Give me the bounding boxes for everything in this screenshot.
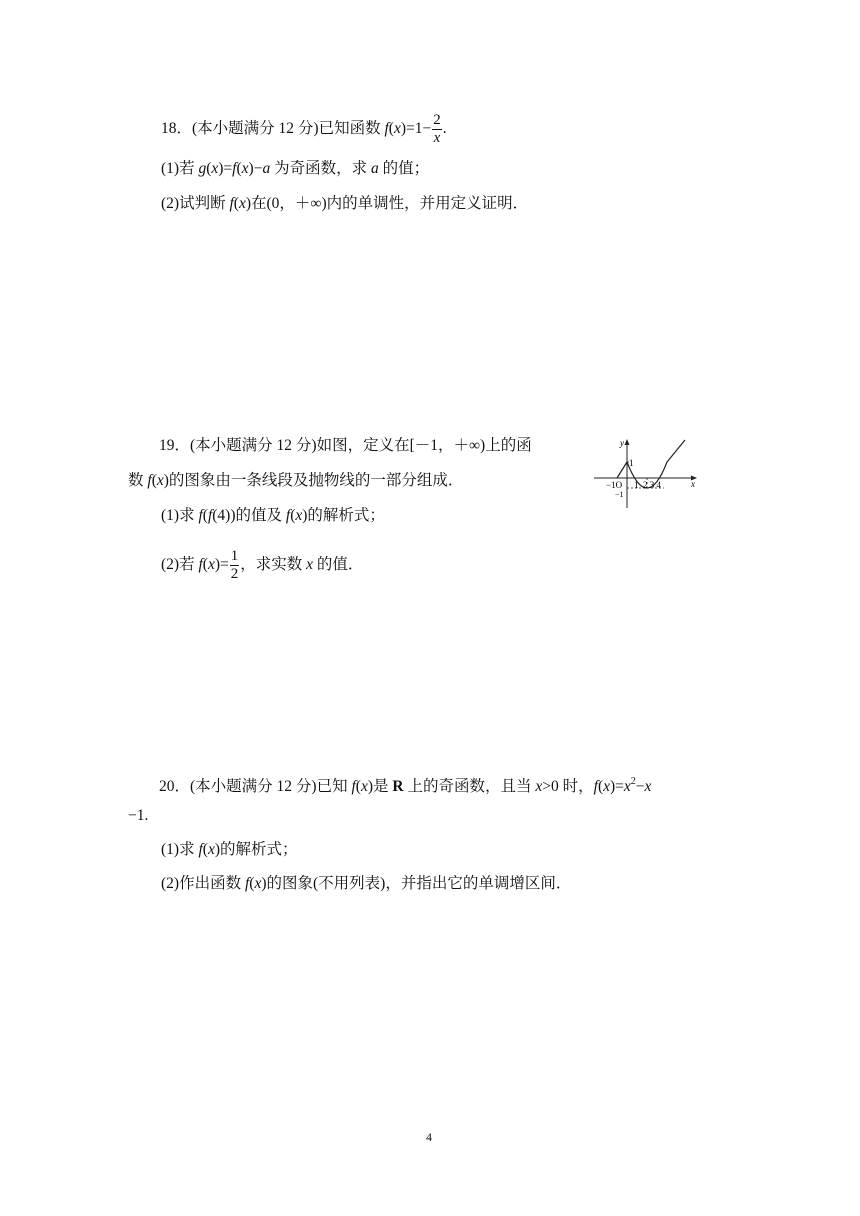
x-axis-label: x [691,479,695,489]
y-axis-arrow [625,439,630,445]
q19-function-graph [590,436,702,512]
q20-part1: (1)求 f(x)的解析式； [161,841,298,858]
q18-part2: (2)试判断 f(x)在(0，＋∞)内的单调性，并用定义证明． [161,195,529,212]
q19-line2: 数 f(x)的图象由一条线段及抛物线的一部分组成． [128,472,464,489]
q18-fraction: $\frac{2}{x}$ [433,112,441,146]
q18-part1: (1)若 g(x)=f(x)−a 为奇函数，求 a 的值； [161,160,430,177]
q20-part2: (2)作出函数 f(x)的图象(不用列表)，并指出它的单调增区间． [161,875,572,892]
q19-part2: (2)若 f(x)= $\frac{1}{2}$ ，求实数 x 的值． [161,548,364,582]
q19-title: 19．(本小题满分 12 分)如图，定义在[－1，＋∞)上的函 [159,437,532,454]
q20-title: 20．(本小题满分 12 分)已知 f(x)是 R 上的奇函数，且当 x>0 时，$f(x)=x^2-x$ [159,776,652,795]
one-label: 1 [629,458,634,468]
q18-title: 18．(本小题满分 12 分)已知函数 f(x)=1− $\frac{2}{x}$ . [161,112,447,146]
q20-wrap: −1. [128,807,149,824]
graph-segment [617,462,627,478]
neg-one-label: −1 [615,490,624,499]
x-origin-ticks: −1O [606,480,623,490]
x-number-ticks: 1 2 3 4 [634,480,661,490]
q19-fraction: $\frac{1}{2}$ [230,548,239,582]
page-number: 4 [426,1130,432,1144]
q19-part1: (1)求 f(f(4))的值及 f(x)的解析式； [161,507,385,524]
y-axis-label: y [620,438,624,448]
